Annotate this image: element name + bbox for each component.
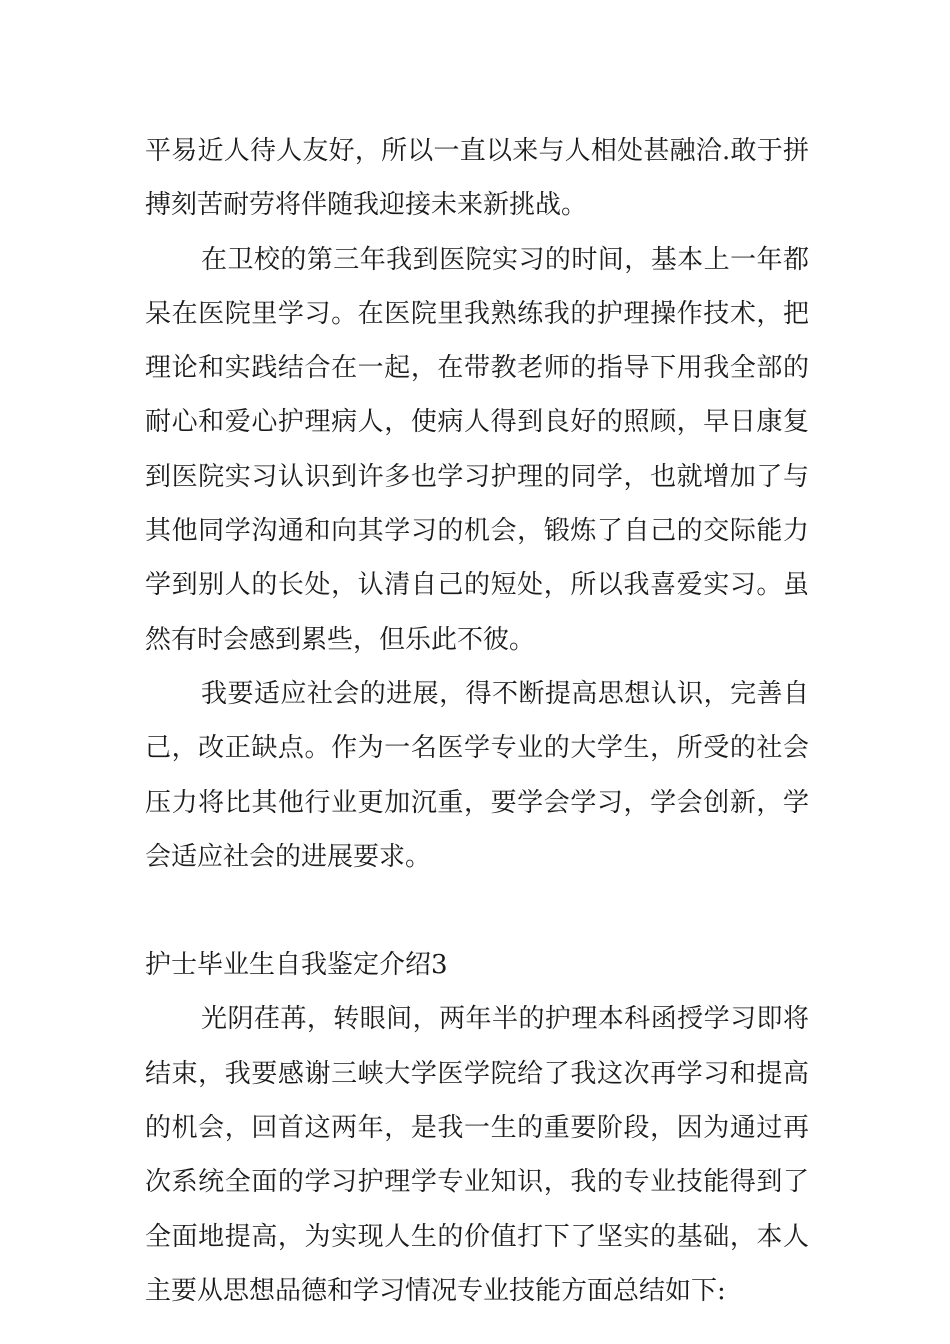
paragraph-3: 我要适应社会的进展，得不断提高思想认识，完善自己，改正缺点。作为一名医学专业的大学生，所受的社会压力将比其他行业更加沉重，要学会学习，学会创新，学会适应社会的进展要求。: [145, 678, 809, 872]
paragraph-4: 光阴荏苒，转眼间，两年半的护理本科函授学习即将结束，我要感谢三峡大学医学院给了我这次再学习和提高的机会，回首这两年，是我一生的重要阶段，因为通过再次系统全面的学习护理学专业知识，我的专业技能得到了全面地提高，为实现人生的价值打下了坚实的基础，本人主要从思想品德和学习情况专业技能方面总结如下:: [145, 1004, 809, 1306]
section-heading: 护士毕业生自我鉴定介绍3: [145, 950, 448, 981]
section-spacer: [145, 884, 809, 938]
paragraph-2: 在卫校的第三年我到医院实习的时间，基本上一年都呆在医院里学习。在医院里我熟练我的护理操作技术，把理论和实践结合在一起，在带教老师的指导下用我全部的耐心和爱心护理病人，使病人得到良好的照顾，早日康复到医院实习认识到许多也学习护理的同学，也就增加了与其他同学沟通和向其学习的机会，锻炼了自己的交际能力学到别人的长处，认清自己的短处，所以我喜爱实习。虽然有时会感到累些，但乐此不彼。: [145, 244, 809, 655]
paragraph-1: 平易近人待人友好，所以一直以来与人相处甚融洽.敢于拼搏刻苦耐劳将伴随我迎接未来新挑战。: [145, 136, 809, 221]
document-page: [145, 124, 809, 1318]
